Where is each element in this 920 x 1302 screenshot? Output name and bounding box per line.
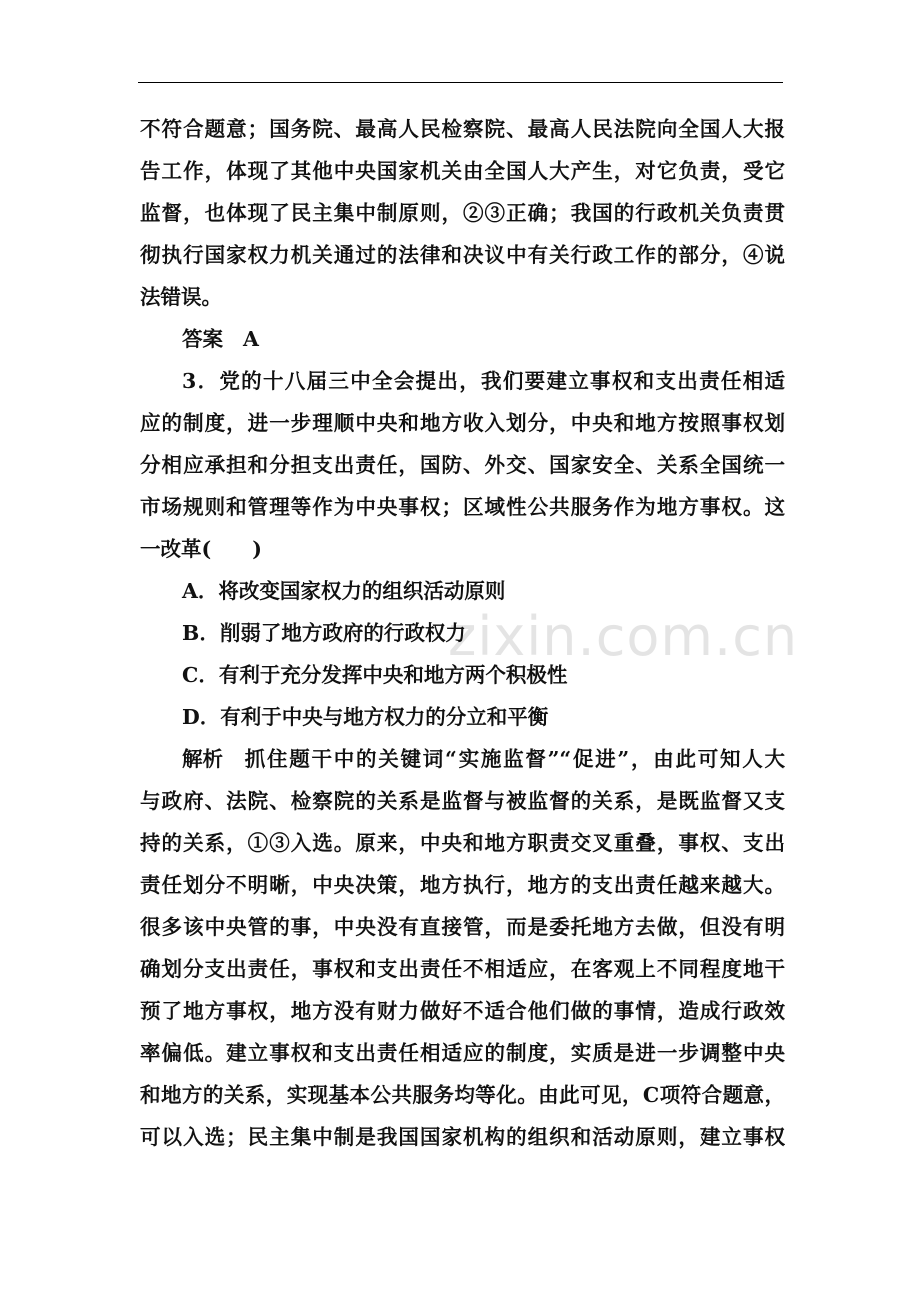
analysis-line: 与政府、法院、检察院的关系是监督与被监督的关系，是既监督又支 — [140, 789, 785, 813]
option-a: A．将改变国家权力的组织活动原则 — [182, 579, 506, 603]
question-stem-line: 分相应承担和分担支出责任，国防、外交、国家安全、关系全国统一 — [140, 453, 785, 477]
previous-analysis — [140, 108, 785, 360]
header-rule — [138, 82, 783, 83]
analysis-line: 预了地方事权，地方没有财力做好不适合他们做的事情，造成行政效 — [140, 999, 785, 1023]
text-line: 不符合题意；国务院、最高人民检察院、最高人民法院向全国人大报 — [140, 117, 785, 141]
option-b: B．削弱了地方政府的行政权力 — [182, 621, 466, 645]
text-line: 告工作，体现了其他中央国家机关由全国人大产生，对它负责，受它 — [140, 159, 785, 183]
option-c: C．有利于充分发挥中央和地方两个积极性 — [182, 663, 568, 687]
analysis-line: 可以入选；民主集中制是我国国家机构的组织和活动原则，建立事权 — [140, 1125, 785, 1149]
analysis-text: 抓住题干中的关键词“实施监督”“促进”，由此可知人大 — [243, 747, 785, 771]
answer-label: 答案 — [182, 327, 223, 351]
analysis-line: 确划分支出责任，事权和支出责任不相适应，在客观上不同程度地干 — [140, 957, 785, 981]
question-stem-line: 一改革( ) — [140, 537, 262, 561]
analysis-first-line — [140, 738, 785, 780]
analysis-line: 责任划分不明晰，中央决策，地方执行，地方的支出责任越来越大。 — [140, 873, 785, 897]
analysis-line: 很多该中央管的事，中央没有直接管，而是委托地方去做，但没有明 — [140, 915, 785, 939]
text-line: 彻执行国家权力机关通过的法律和决议中有关行政工作的部分，④说 — [140, 243, 785, 267]
option-d: D．有利于中央与地方权力的分立和平衡 — [182, 705, 549, 729]
question-stem-line: 市场规则和管理等作为中央事权；区域性公共服务作为地方事权。这 — [140, 495, 785, 519]
analysis-label: 解析 — [182, 747, 223, 771]
text-line: 法错误。 — [140, 285, 222, 309]
analysis-line: 和地方的关系，实现基本公共服务均等化。由此可见，C项符合题意， — [140, 1083, 785, 1107]
analysis-line: 率偏低。建立事权和支出责任相适应的制度，实质是进一步调整中央 — [140, 1041, 785, 1065]
question-stem-line: 应的制度，进一步理顺中央和地方收入划分，中央和地方按照事权划 — [140, 411, 785, 435]
question-3 — [140, 360, 785, 1158]
analysis-line: 持的关系，①③入选。原来，中央和地方职责交叉重叠，事权、支出 — [140, 831, 785, 855]
answer-value: A — [243, 327, 259, 351]
answer-line — [140, 318, 785, 360]
question-stem-line: 3．党的十八届三中全会提出，我们要建立事权和支出责任相适 — [182, 369, 785, 393]
text-line: 监督，也体现了民主集中制原则，②③正确；我国的行政机关负责贯 — [140, 201, 785, 225]
watermark: zixin.com.cn — [448, 605, 799, 668]
